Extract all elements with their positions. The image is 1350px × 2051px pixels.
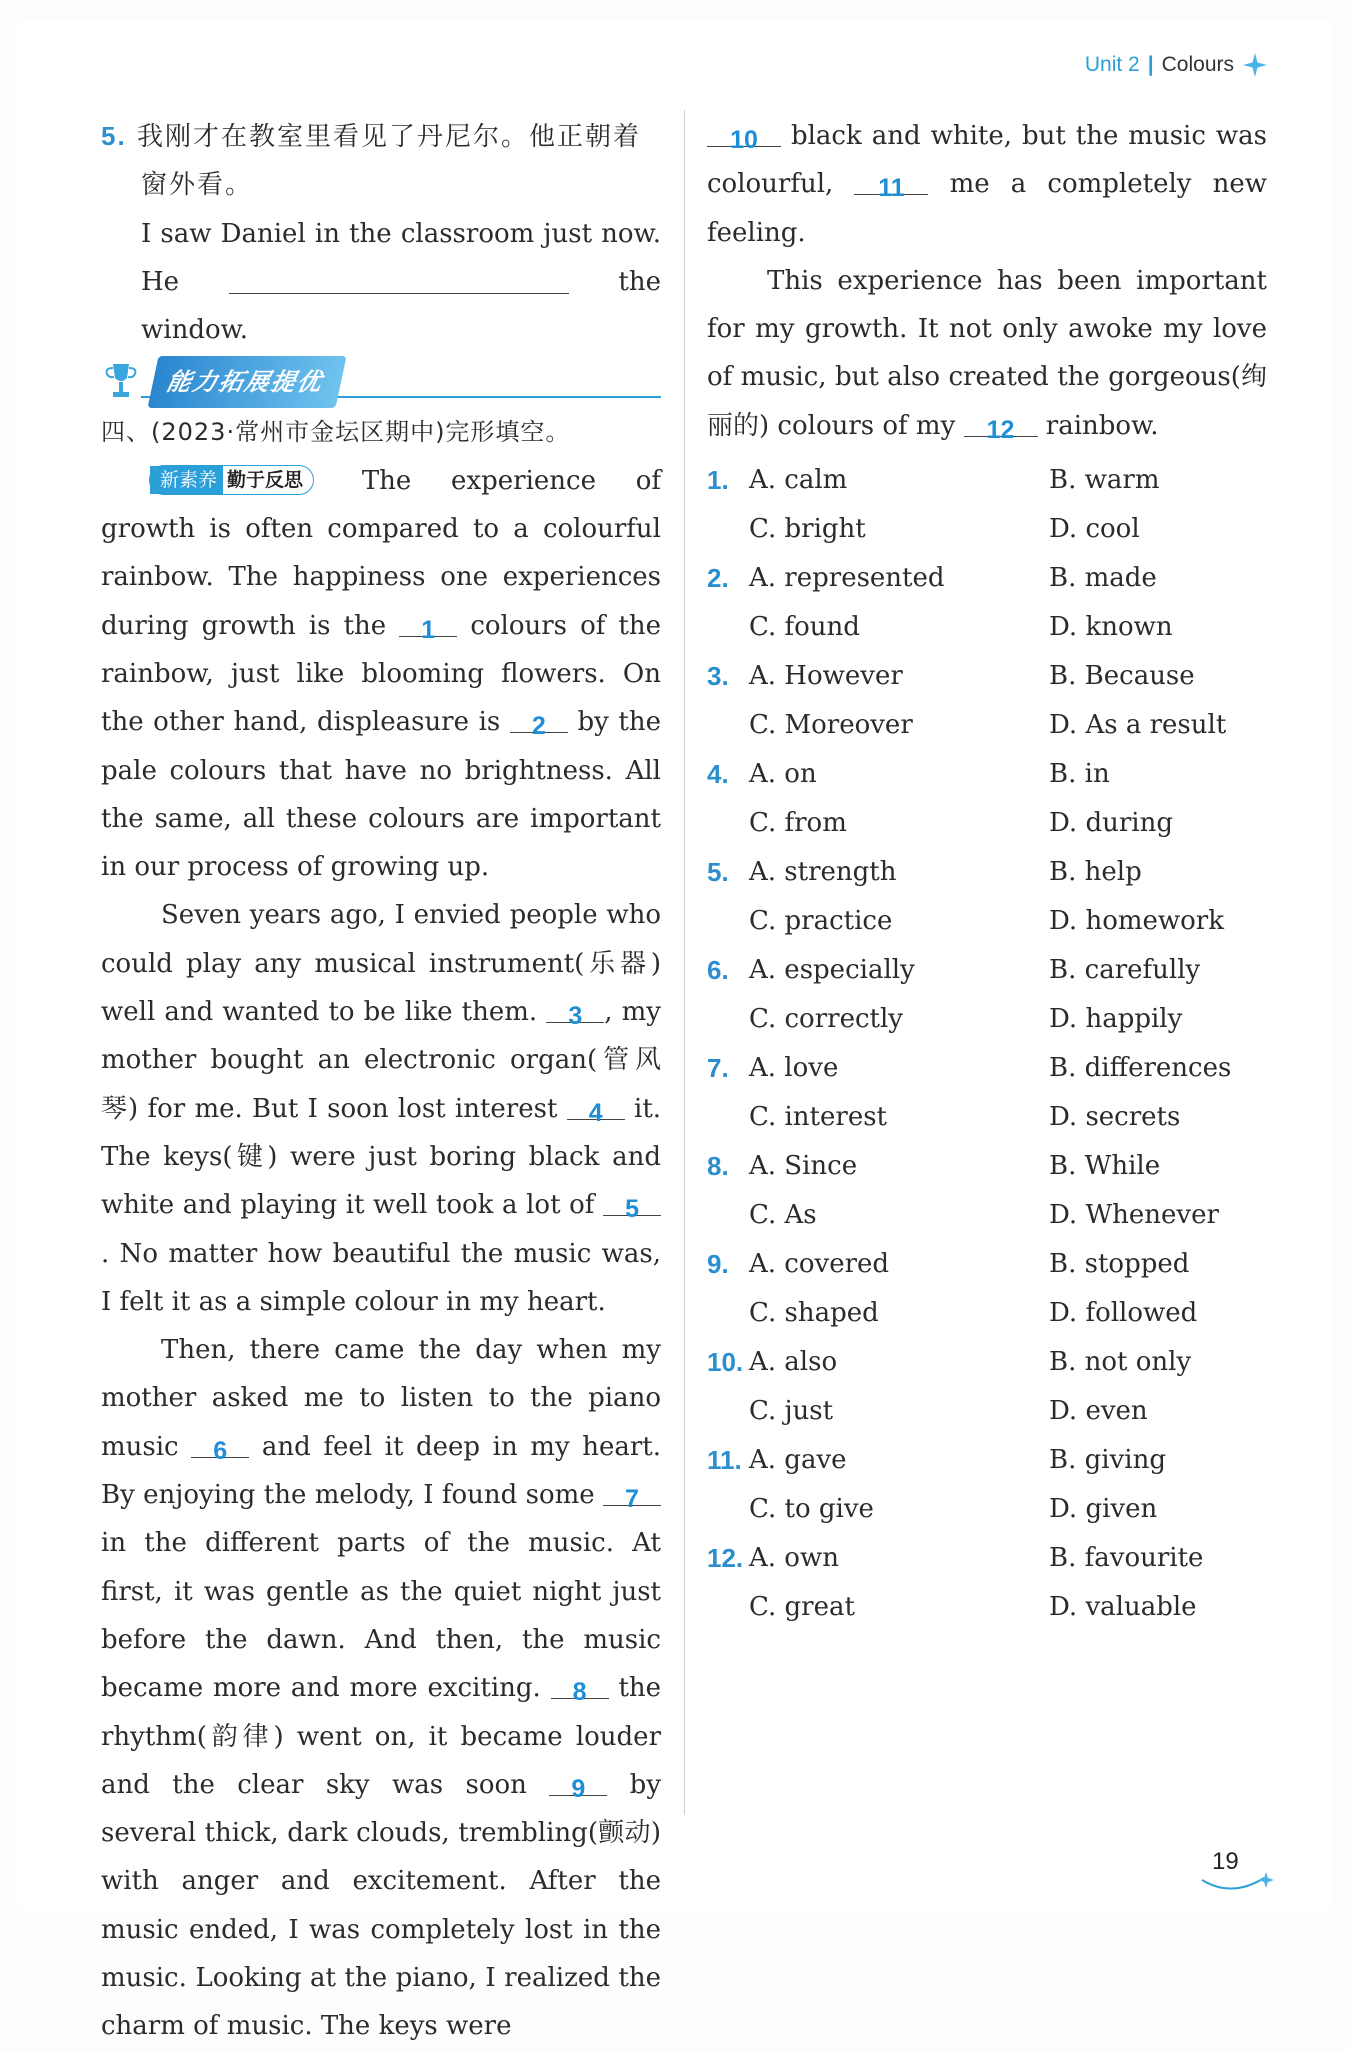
option-row — [707, 1240, 1267, 1289]
option-row — [707, 750, 1267, 799]
option-number: 1. — [707, 465, 729, 496]
option-row — [707, 1534, 1267, 1583]
page-number: 19 — [1212, 1848, 1239, 1875]
option-row — [707, 897, 1267, 946]
right-column — [707, 112, 1267, 1632]
passage-paragraph-2 — [101, 891, 661, 1326]
answer-options — [707, 456, 1267, 1632]
option-number-spacer — [707, 603, 749, 652]
option-number: 4. — [707, 759, 729, 790]
option-row — [707, 995, 1267, 1044]
question-number: 5. — [101, 121, 127, 151]
option-b[interactable]: B. in — [1049, 759, 1110, 790]
badge-secondary: 勤于反思 — [227, 468, 304, 491]
option-c[interactable]: C. correctly — [749, 1004, 903, 1035]
passage-text: me a completely new feeling. — [707, 169, 1267, 248]
passage-paragraph-3 — [101, 1326, 661, 2050]
option-row — [707, 1387, 1267, 1436]
blank-2[interactable] — [510, 702, 568, 741]
blank-6[interactable] — [191, 1427, 249, 1465]
skill-badge — [149, 465, 314, 495]
passage-text: rainbow. — [1045, 410, 1159, 441]
option-number: 2. — [707, 563, 729, 594]
passage-paragraph-4 — [707, 257, 1267, 450]
option-d[interactable]: D. even — [1049, 1396, 1148, 1427]
option-b[interactable]: B. carefully — [1049, 955, 1201, 986]
option-row — [707, 1044, 1267, 1093]
passage-text: black and white, but the music was colourful, — [707, 121, 1267, 200]
option-a[interactable]: A. own — [749, 1543, 839, 1574]
passage-text: and feel it deep in my heart. By enjoying the melody, I found some — [101, 1431, 662, 1511]
blank-number: 5 — [625, 1195, 639, 1224]
option-a[interactable]: A. gave — [749, 1445, 847, 1476]
option-c[interactable]: C. As — [749, 1200, 817, 1231]
trophy-icon — [101, 360, 141, 404]
option-b[interactable]: B. help — [1049, 857, 1142, 888]
passage-text: This experience has been important for my growth. It not only awoke my love of music, but also created the gorgeous(绚丽的) colours of my — [707, 265, 1267, 441]
blank-12[interactable] — [964, 406, 1038, 444]
option-b[interactable]: B. giving — [1049, 1445, 1166, 1476]
option-row — [707, 1485, 1267, 1534]
question-5-text-a: I saw Daniel in the classroom just now. He — [141, 218, 661, 297]
option-a[interactable]: A. represented — [749, 563, 945, 594]
section-banner — [101, 358, 661, 406]
option-c[interactable]: C. bright — [749, 514, 866, 545]
option-d[interactable]: D. homework — [1049, 906, 1224, 937]
option-a[interactable]: A. also — [749, 1347, 838, 1378]
option-row — [707, 652, 1267, 701]
option-number-spacer — [707, 505, 749, 554]
option-d[interactable]: D. Whenever — [1049, 1200, 1219, 1231]
option-b[interactable]: B. While — [1049, 1151, 1161, 1182]
blank-number: 7 — [625, 1485, 639, 1514]
passage-text: in the different parts of the music. At first, it was gentle as the quiet night just before the dawn. And then, the music became more and more exciting. — [101, 1528, 661, 1704]
option-c[interactable]: C. just — [749, 1396, 834, 1427]
option-row — [707, 1289, 1267, 1338]
blank-number: 10 — [730, 126, 758, 154]
question-5-text-b: the window. — [141, 266, 661, 346]
option-row — [707, 505, 1267, 554]
option-number: 8. — [707, 1151, 729, 1182]
option-b[interactable]: B. not only — [1049, 1347, 1192, 1378]
sparkle-icon — [1242, 52, 1268, 78]
passage-text: The experience of growth is often compared to a colourful rainbow. The happiness one experiences during growth is the — [101, 465, 662, 641]
option-d[interactable]: D. followed — [1049, 1298, 1198, 1329]
option-number-spacer — [707, 1289, 749, 1338]
question-5-chinese: 我刚才在教室里看见了丹尼尔。他正朝着窗外看。 — [136, 122, 641, 201]
option-number-spacer — [707, 799, 749, 848]
option-row — [707, 1191, 1267, 1240]
passage-text: the rhythm(韵律) went on, it became louder and the clear sky was soon — [101, 1673, 662, 1800]
passage-text: Seven years ago, I envied people who could play any musical instrument(乐器) well and wanted to be like them. — [101, 900, 661, 1028]
blank-5[interactable] — [603, 1185, 661, 1224]
page-header — [1085, 52, 1268, 78]
option-d[interactable]: D. valuable — [1049, 1592, 1197, 1623]
question-5 — [101, 112, 661, 210]
option-a[interactable]: A. covered — [749, 1249, 890, 1280]
blank-number: 1 — [421, 615, 436, 644]
blank-number: 4 — [588, 1098, 603, 1127]
blank-number: 6 — [213, 1436, 228, 1465]
option-d[interactable]: D. known — [1049, 612, 1173, 643]
column-divider — [684, 110, 685, 1815]
passage-text: , my mother bought an electronic organ(管风琴) for me. But I soon lost interest — [101, 997, 661, 1124]
option-row — [707, 701, 1267, 750]
option-row — [707, 946, 1267, 995]
option-d[interactable]: D. given — [1049, 1494, 1158, 1525]
option-a[interactable]: A. Since — [749, 1151, 858, 1182]
blank-4[interactable] — [567, 1089, 625, 1127]
option-b[interactable]: B. made — [1049, 563, 1157, 594]
option-c[interactable]: C. from — [749, 808, 847, 839]
option-b[interactable]: B. differences — [1049, 1053, 1232, 1084]
option-number-spacer — [707, 1191, 749, 1240]
badge-primary: 新素养 — [150, 466, 223, 494]
option-row — [707, 554, 1267, 603]
left-column — [101, 112, 662, 2042]
blank-10[interactable] — [707, 116, 781, 154]
banner-label: 能力拓展提优 — [147, 356, 346, 408]
option-row — [707, 1583, 1267, 1632]
option-number-spacer — [707, 995, 749, 1044]
blank-9[interactable] — [549, 1765, 607, 1803]
blank-number: 3 — [568, 1002, 583, 1031]
option-row — [707, 603, 1267, 652]
unit-title: Colours — [1161, 53, 1234, 76]
option-b[interactable]: B. favourite — [1049, 1543, 1204, 1574]
option-a[interactable]: A. calm — [749, 465, 848, 496]
passage-text: colours of the rainbow, just like blooming flowers. On the other hand, displeasure is — [101, 610, 662, 738]
option-c[interactable]: C. interest — [749, 1102, 887, 1133]
blank-number: 12 — [986, 415, 1015, 444]
blank-7[interactable] — [603, 1475, 661, 1514]
blank-number: 11 — [878, 174, 905, 203]
option-number: 10. — [707, 1347, 744, 1378]
header-separator: | — [1147, 53, 1154, 76]
option-d[interactable]: D. during — [1049, 808, 1173, 839]
option-a[interactable]: A. However — [749, 661, 903, 692]
option-d[interactable]: D. As a result — [1049, 710, 1227, 741]
passage-text: . No matter how beautiful the music was, I felt it as a simple colour in my heart. — [101, 1238, 661, 1317]
option-number-spacer — [707, 1485, 749, 1534]
option-c[interactable]: C. found — [749, 612, 860, 643]
option-d[interactable]: D. happily — [1049, 1004, 1183, 1035]
answer-blank[interactable] — [229, 263, 569, 294]
option-c[interactable]: C. to give — [749, 1494, 874, 1525]
option-number-spacer — [707, 1583, 749, 1632]
blank-11[interactable] — [854, 164, 928, 203]
option-d[interactable]: D. cool — [1049, 514, 1140, 545]
blank-3[interactable] — [546, 992, 604, 1031]
option-number: 5. — [707, 857, 729, 888]
section-title: 四、(2023·常州市金坛区期中)完形填空。 — [101, 418, 571, 447]
option-number: 3. — [707, 661, 729, 692]
passage-text: by the pale colours that have no brightness. All the same, all these colours are important in our process of growing up. — [101, 707, 661, 883]
option-a[interactable]: A. love — [749, 1053, 839, 1084]
option-number-spacer — [707, 701, 749, 750]
option-row — [707, 799, 1267, 848]
option-row — [707, 1093, 1267, 1142]
option-d[interactable]: D. secrets — [1049, 1102, 1181, 1133]
option-row — [707, 1436, 1267, 1485]
blank-number: 8 — [572, 1678, 587, 1707]
option-a[interactable]: A. especially — [749, 955, 915, 986]
option-number-spacer — [707, 1387, 749, 1436]
option-row — [707, 848, 1267, 897]
option-number-spacer — [707, 1093, 749, 1142]
unit-label: Unit 2 — [1084, 53, 1140, 76]
option-row — [707, 456, 1267, 505]
option-b[interactable]: B. Because — [1049, 661, 1195, 692]
option-row — [707, 1338, 1267, 1387]
blank-number: 9 — [571, 1774, 586, 1803]
option-number: 12. — [707, 1543, 744, 1574]
option-c[interactable]: C. great — [749, 1592, 855, 1623]
passage-paragraph-1 — [101, 457, 661, 892]
option-b[interactable]: B. warm — [1049, 465, 1160, 496]
option-c[interactable]: C. Moreover — [749, 710, 913, 741]
option-number: 9. — [707, 1249, 729, 1280]
option-number: 11. — [707, 1445, 742, 1476]
page-number-badge — [1198, 1842, 1278, 1898]
question-5-english — [101, 210, 661, 355]
option-a[interactable]: A. strength — [749, 857, 897, 888]
option-c[interactable]: C. practice — [749, 906, 893, 937]
blank-8[interactable] — [551, 1668, 609, 1707]
option-number: 6. — [707, 955, 729, 986]
option-number: 7. — [707, 1053, 729, 1084]
option-row — [707, 1142, 1267, 1191]
blank-1[interactable] — [399, 606, 457, 644]
passage-text-continued: by several thick, dark clouds, trembling(颤动) with anger and excitement. After the music ended, I was completely lost in the music. Looking at the piano, I realized the charm of music. The keys were — [101, 1769, 662, 2042]
blank-number: 2 — [531, 712, 546, 741]
option-a[interactable]: A. on — [749, 759, 817, 790]
passage-continuation — [707, 112, 1267, 257]
option-b[interactable]: B. stopped — [1049, 1249, 1190, 1280]
option-c[interactable]: C. shaped — [749, 1298, 879, 1329]
option-number-spacer — [707, 897, 749, 946]
passage-text: it. The keys(键) were just boring black and white and playing it well took a lot of — [101, 1093, 662, 1221]
passage-text: Then, there came the day when my mother asked me to listen to the piano music — [101, 1335, 661, 1462]
